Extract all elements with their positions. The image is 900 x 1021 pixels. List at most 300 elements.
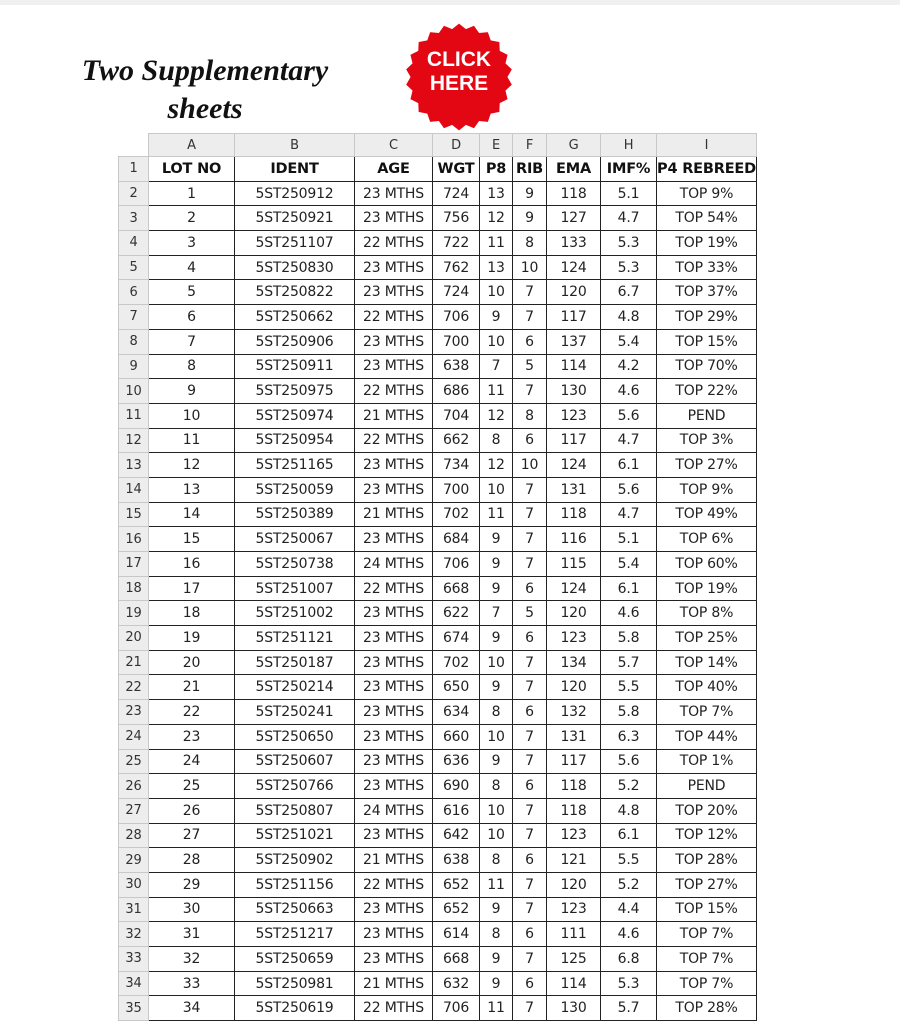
cell-ident[interactable]: 5ST250659 <box>235 947 355 972</box>
cell-p4-rebreed[interactable]: TOP 40% <box>657 675 757 700</box>
cell-ema[interactable]: 124 <box>547 576 601 601</box>
cell-age[interactable]: 22 MTHS <box>355 996 433 1021</box>
cell-age[interactable]: 23 MTHS <box>355 700 433 725</box>
cell-lot-no[interactable]: 34 <box>149 996 235 1021</box>
cell-p8[interactable]: 9 <box>480 675 513 700</box>
cell-lot-no[interactable]: 30 <box>149 897 235 922</box>
cell-p8[interactable]: 12 <box>480 453 513 478</box>
cell-rib[interactable]: 7 <box>513 527 547 552</box>
cell-rib[interactable]: 6 <box>513 329 547 354</box>
cell-p4-rebreed[interactable]: TOP 19% <box>657 231 757 256</box>
cell-age[interactable]: 23 MTHS <box>355 453 433 478</box>
cell-rib[interactable]: 7 <box>513 823 547 848</box>
row-number[interactable]: 21 <box>119 650 149 675</box>
cell-lot-no[interactable]: 27 <box>149 823 235 848</box>
row-number[interactable]: 28 <box>119 823 149 848</box>
cell-ema[interactable]: 125 <box>547 947 601 972</box>
cell-ema[interactable]: 131 <box>547 724 601 749</box>
cell-ident[interactable]: 5ST250607 <box>235 749 355 774</box>
cell-ident[interactable]: 5ST250981 <box>235 971 355 996</box>
cell-wgt[interactable]: 734 <box>433 453 480 478</box>
column-letter-d[interactable]: D <box>433 134 480 157</box>
cell-wgt[interactable]: 704 <box>433 403 480 428</box>
cell-p8[interactable]: 9 <box>480 305 513 330</box>
cell-rib[interactable]: 5 <box>513 601 547 626</box>
column-letter-e[interactable]: E <box>480 134 513 157</box>
cell-p4-rebreed[interactable]: TOP 19% <box>657 576 757 601</box>
cell-ident[interactable]: 5ST250921 <box>235 206 355 231</box>
cell-ident[interactable]: 5ST250650 <box>235 724 355 749</box>
cell-age[interactable]: 23 MTHS <box>355 947 433 972</box>
cell-ema[interactable]: 123 <box>547 626 601 651</box>
cell-imf[interactable]: 4.2 <box>601 354 657 379</box>
cell-age[interactable]: 21 MTHS <box>355 971 433 996</box>
cell-imf[interactable]: 5.1 <box>601 181 657 206</box>
cell-lot-no[interactable]: 14 <box>149 502 235 527</box>
cell-rib[interactable]: 7 <box>513 379 547 404</box>
cell-p8[interactable]: 13 <box>480 255 513 280</box>
cell-wgt[interactable]: 686 <box>433 379 480 404</box>
row-number[interactable]: 26 <box>119 774 149 799</box>
cell-lot-no[interactable]: 19 <box>149 626 235 651</box>
row-number[interactable]: 10 <box>119 379 149 404</box>
cell-wgt[interactable]: 638 <box>433 848 480 873</box>
header-cell-wgt[interactable]: WGT <box>433 157 480 182</box>
cell-ident[interactable]: 5ST250975 <box>235 379 355 404</box>
cell-ema[interactable]: 131 <box>547 477 601 502</box>
cell-ema[interactable]: 123 <box>547 897 601 922</box>
row-number[interactable]: 34 <box>119 971 149 996</box>
cell-lot-no[interactable]: 32 <box>149 947 235 972</box>
cell-p4-rebreed[interactable]: TOP 6% <box>657 527 757 552</box>
cell-ema[interactable]: 116 <box>547 527 601 552</box>
cell-wgt[interactable]: 634 <box>433 700 480 725</box>
cell-p4-rebreed[interactable]: TOP 8% <box>657 601 757 626</box>
cell-imf[interactable]: 5.6 <box>601 477 657 502</box>
cell-p4-rebreed[interactable]: TOP 29% <box>657 305 757 330</box>
cell-imf[interactable]: 5.5 <box>601 848 657 873</box>
row-number[interactable]: 17 <box>119 552 149 577</box>
cell-imf[interactable]: 4.6 <box>601 922 657 947</box>
cell-ident[interactable]: 5ST251165 <box>235 453 355 478</box>
cell-ema[interactable]: 118 <box>547 181 601 206</box>
row-number[interactable]: 24 <box>119 724 149 749</box>
cell-age[interactable]: 23 MTHS <box>355 477 433 502</box>
corner-cell[interactable] <box>119 134 149 157</box>
cell-p4-rebreed[interactable]: TOP 27% <box>657 453 757 478</box>
cell-wgt[interactable]: 638 <box>433 354 480 379</box>
cell-imf[interactable]: 5.4 <box>601 552 657 577</box>
cell-lot-no[interactable]: 21 <box>149 675 235 700</box>
cell-p8[interactable]: 8 <box>480 848 513 873</box>
cell-p8[interactable]: 9 <box>480 626 513 651</box>
cell-ident[interactable]: 5ST250059 <box>235 477 355 502</box>
cell-p4-rebreed[interactable]: TOP 7% <box>657 922 757 947</box>
cell-p4-rebreed[interactable]: TOP 9% <box>657 181 757 206</box>
row-number[interactable]: 15 <box>119 502 149 527</box>
cell-imf[interactable]: 6.1 <box>601 453 657 478</box>
cell-rib[interactable]: 7 <box>513 650 547 675</box>
cell-rib[interactable]: 7 <box>513 872 547 897</box>
cell-ema[interactable]: 117 <box>547 428 601 453</box>
cell-wgt[interactable]: 616 <box>433 798 480 823</box>
cell-age[interactable]: 22 MTHS <box>355 231 433 256</box>
cell-ident[interactable]: 5ST250830 <box>235 255 355 280</box>
row-number[interactable]: 11 <box>119 403 149 428</box>
cell-p4-rebreed[interactable]: TOP 22% <box>657 379 757 404</box>
row-number[interactable]: 7 <box>119 305 149 330</box>
cell-age[interactable]: 23 MTHS <box>355 749 433 774</box>
cell-ema[interactable]: 117 <box>547 749 601 774</box>
cell-imf[interactable]: 4.8 <box>601 798 657 823</box>
cell-imf[interactable]: 5.5 <box>601 675 657 700</box>
cell-wgt[interactable]: 642 <box>433 823 480 848</box>
cell-p4-rebreed[interactable]: TOP 25% <box>657 626 757 651</box>
cell-age[interactable]: 23 MTHS <box>355 206 433 231</box>
cell-ema[interactable]: 120 <box>547 872 601 897</box>
cell-lot-no[interactable]: 23 <box>149 724 235 749</box>
cell-age[interactable]: 22 MTHS <box>355 576 433 601</box>
cell-imf[interactable]: 4.7 <box>601 502 657 527</box>
cell-age[interactable]: 23 MTHS <box>355 650 433 675</box>
row-number[interactable]: 1 <box>119 157 149 182</box>
cell-p4-rebreed[interactable]: TOP 15% <box>657 897 757 922</box>
cell-wgt[interactable]: 700 <box>433 477 480 502</box>
cell-age[interactable]: 23 MTHS <box>355 181 433 206</box>
cell-age[interactable]: 23 MTHS <box>355 922 433 947</box>
row-number[interactable]: 30 <box>119 872 149 897</box>
row-number[interactable]: 4 <box>119 231 149 256</box>
cell-p8[interactable]: 11 <box>480 996 513 1021</box>
cell-p8[interactable]: 8 <box>480 922 513 947</box>
cell-rib[interactable]: 7 <box>513 675 547 700</box>
cell-imf[interactable]: 4.7 <box>601 428 657 453</box>
cell-age[interactable]: 23 MTHS <box>355 774 433 799</box>
cell-rib[interactable]: 6 <box>513 922 547 947</box>
cell-ident[interactable]: 5ST251002 <box>235 601 355 626</box>
row-number[interactable]: 9 <box>119 354 149 379</box>
cell-rib[interactable]: 7 <box>513 798 547 823</box>
cell-lot-no[interactable]: 25 <box>149 774 235 799</box>
cell-rib[interactable]: 9 <box>513 206 547 231</box>
cell-wgt[interactable]: 674 <box>433 626 480 651</box>
cell-p8[interactable]: 10 <box>480 798 513 823</box>
cell-p4-rebreed[interactable]: TOP 27% <box>657 872 757 897</box>
cell-ema[interactable]: 114 <box>547 354 601 379</box>
cell-ema[interactable]: 121 <box>547 848 601 873</box>
row-number[interactable]: 18 <box>119 576 149 601</box>
cell-ema[interactable]: 130 <box>547 379 601 404</box>
cell-rib[interactable]: 7 <box>513 897 547 922</box>
row-number[interactable]: 5 <box>119 255 149 280</box>
header-cell-lot-no[interactable]: LOT NO <box>149 157 235 182</box>
cell-ident[interactable]: 5ST250067 <box>235 527 355 552</box>
cell-wgt[interactable]: 622 <box>433 601 480 626</box>
cell-p4-rebreed[interactable]: TOP 14% <box>657 650 757 675</box>
cell-ident[interactable]: 5ST250662 <box>235 305 355 330</box>
cell-ema[interactable]: 127 <box>547 206 601 231</box>
cell-rib[interactable]: 5 <box>513 354 547 379</box>
cell-wgt[interactable]: 702 <box>433 650 480 675</box>
cell-ident[interactable]: 5ST250911 <box>235 354 355 379</box>
cell-p4-rebreed[interactable]: TOP 20% <box>657 798 757 823</box>
cell-imf[interactable]: 6.3 <box>601 724 657 749</box>
click-here-button[interactable] <box>404 22 514 132</box>
cell-age[interactable]: 23 MTHS <box>355 329 433 354</box>
cell-p4-rebreed[interactable]: TOP 49% <box>657 502 757 527</box>
cell-age[interactable]: 24 MTHS <box>355 552 433 577</box>
cell-wgt[interactable]: 652 <box>433 897 480 922</box>
cell-ema[interactable]: 137 <box>547 329 601 354</box>
cell-ident[interactable]: 5ST251217 <box>235 922 355 947</box>
cell-imf[interactable]: 5.2 <box>601 872 657 897</box>
cell-p4-rebreed[interactable]: TOP 12% <box>657 823 757 848</box>
header-cell-ema[interactable]: EMA <box>547 157 601 182</box>
cell-lot-no[interactable]: 15 <box>149 527 235 552</box>
cell-wgt[interactable]: 706 <box>433 552 480 577</box>
cell-p8[interactable]: 12 <box>480 206 513 231</box>
cell-lot-no[interactable]: 9 <box>149 379 235 404</box>
cell-imf[interactable]: 6.8 <box>601 947 657 972</box>
column-letter-b[interactable]: B <box>235 134 355 157</box>
cell-p8[interactable]: 8 <box>480 774 513 799</box>
cell-imf[interactable]: 5.7 <box>601 996 657 1021</box>
cell-age[interactable]: 23 MTHS <box>355 823 433 848</box>
cell-imf[interactable]: 6.7 <box>601 280 657 305</box>
cell-wgt[interactable]: 724 <box>433 280 480 305</box>
cell-rib[interactable]: 7 <box>513 305 547 330</box>
cell-ema[interactable]: 130 <box>547 996 601 1021</box>
cell-lot-no[interactable]: 11 <box>149 428 235 453</box>
cell-p8[interactable]: 9 <box>480 971 513 996</box>
cell-p8[interactable]: 13 <box>480 181 513 206</box>
cell-age[interactable]: 22 MTHS <box>355 872 433 897</box>
cell-ident[interactable]: 5ST250766 <box>235 774 355 799</box>
row-number[interactable]: 31 <box>119 897 149 922</box>
header-cell-ident[interactable]: IDENT <box>235 157 355 182</box>
cell-wgt[interactable]: 668 <box>433 947 480 972</box>
cell-wgt[interactable]: 636 <box>433 749 480 774</box>
cell-p4-rebreed[interactable]: TOP 60% <box>657 552 757 577</box>
cell-p8[interactable]: 9 <box>480 576 513 601</box>
cell-ident[interactable]: 5ST251121 <box>235 626 355 651</box>
cell-rib[interactable]: 7 <box>513 947 547 972</box>
cell-ema[interactable]: 132 <box>547 700 601 725</box>
cell-wgt[interactable]: 756 <box>433 206 480 231</box>
row-number[interactable]: 12 <box>119 428 149 453</box>
cell-wgt[interactable]: 706 <box>433 305 480 330</box>
cell-age[interactable]: 21 MTHS <box>355 848 433 873</box>
cell-ident[interactable]: 5ST250906 <box>235 329 355 354</box>
cell-ident[interactable]: 5ST250663 <box>235 897 355 922</box>
cell-wgt[interactable]: 700 <box>433 329 480 354</box>
row-number[interactable]: 19 <box>119 601 149 626</box>
cell-p8[interactable]: 10 <box>480 280 513 305</box>
cell-ident[interactable]: 5ST250912 <box>235 181 355 206</box>
cell-ident[interactable]: 5ST250619 <box>235 996 355 1021</box>
header-cell-rib[interactable]: RIB <box>513 157 547 182</box>
cell-wgt[interactable]: 762 <box>433 255 480 280</box>
column-letter-g[interactable]: G <box>547 134 601 157</box>
cell-age[interactable]: 23 MTHS <box>355 897 433 922</box>
cell-imf[interactable]: 5.1 <box>601 527 657 552</box>
cell-ident[interactable]: 5ST251021 <box>235 823 355 848</box>
cell-ema[interactable]: 115 <box>547 552 601 577</box>
cell-rib[interactable]: 10 <box>513 255 547 280</box>
cell-rib[interactable]: 6 <box>513 576 547 601</box>
cell-lot-no[interactable]: 5 <box>149 280 235 305</box>
cell-age[interactable]: 23 MTHS <box>355 724 433 749</box>
cell-rib[interactable]: 7 <box>513 502 547 527</box>
cell-lot-no[interactable]: 12 <box>149 453 235 478</box>
cell-wgt[interactable]: 660 <box>433 724 480 749</box>
row-number[interactable]: 22 <box>119 675 149 700</box>
row-number[interactable]: 14 <box>119 477 149 502</box>
cell-p4-rebreed[interactable]: TOP 7% <box>657 700 757 725</box>
row-number[interactable]: 33 <box>119 947 149 972</box>
cell-rib[interactable]: 6 <box>513 774 547 799</box>
cell-p8[interactable]: 10 <box>480 477 513 502</box>
cell-ema[interactable]: 120 <box>547 601 601 626</box>
cell-p4-rebreed[interactable]: PEND <box>657 774 757 799</box>
cell-age[interactable]: 22 MTHS <box>355 379 433 404</box>
cell-age[interactable]: 23 MTHS <box>355 280 433 305</box>
cell-p8[interactable]: 11 <box>480 231 513 256</box>
row-number[interactable]: 6 <box>119 280 149 305</box>
cell-ema[interactable]: 134 <box>547 650 601 675</box>
cell-lot-no[interactable]: 29 <box>149 872 235 897</box>
cell-lot-no[interactable]: 3 <box>149 231 235 256</box>
cell-lot-no[interactable]: 2 <box>149 206 235 231</box>
cell-lot-no[interactable]: 17 <box>149 576 235 601</box>
cell-ident[interactable]: 5ST250241 <box>235 700 355 725</box>
row-number[interactable]: 3 <box>119 206 149 231</box>
cell-lot-no[interactable]: 31 <box>149 922 235 947</box>
cell-age[interactable]: 21 MTHS <box>355 502 433 527</box>
cell-wgt[interactable]: 724 <box>433 181 480 206</box>
cell-wgt[interactable]: 706 <box>433 996 480 1021</box>
cell-p8[interactable]: 11 <box>480 502 513 527</box>
column-letter-f[interactable]: F <box>513 134 547 157</box>
cell-imf[interactable]: 4.7 <box>601 206 657 231</box>
header-cell-age[interactable]: AGE <box>355 157 433 182</box>
cell-p8[interactable]: 10 <box>480 724 513 749</box>
cell-imf[interactable]: 5.4 <box>601 329 657 354</box>
cell-ema[interactable]: 123 <box>547 823 601 848</box>
cell-wgt[interactable]: 684 <box>433 527 480 552</box>
cell-p8[interactable]: 8 <box>480 428 513 453</box>
cell-ident[interactable]: 5ST250822 <box>235 280 355 305</box>
cell-imf[interactable]: 4.4 <box>601 897 657 922</box>
cell-ident[interactable]: 5ST250738 <box>235 552 355 577</box>
cell-ident[interactable]: 5ST251156 <box>235 872 355 897</box>
header-cell-p4-rebreed[interactable]: P4 REBREED <box>657 157 757 182</box>
cell-p4-rebreed[interactable]: TOP 28% <box>657 848 757 873</box>
cell-ident[interactable]: 5ST251107 <box>235 231 355 256</box>
cell-rib[interactable]: 6 <box>513 428 547 453</box>
cell-imf[interactable]: 5.3 <box>601 231 657 256</box>
cell-p4-rebreed[interactable]: TOP 44% <box>657 724 757 749</box>
cell-p8[interactable]: 10 <box>480 823 513 848</box>
cell-p8[interactable]: 7 <box>480 601 513 626</box>
cell-imf[interactable]: 5.3 <box>601 255 657 280</box>
cell-ema[interactable]: 124 <box>547 453 601 478</box>
cell-rib[interactable]: 9 <box>513 181 547 206</box>
cell-age[interactable]: 23 MTHS <box>355 527 433 552</box>
cell-rib[interactable]: 7 <box>513 724 547 749</box>
cell-p4-rebreed[interactable]: TOP 33% <box>657 255 757 280</box>
cell-rib[interactable]: 8 <box>513 403 547 428</box>
cell-wgt[interactable]: 652 <box>433 872 480 897</box>
column-letter-h[interactable]: H <box>601 134 657 157</box>
row-number[interactable]: 32 <box>119 922 149 947</box>
cell-wgt[interactable]: 722 <box>433 231 480 256</box>
row-number[interactable]: 27 <box>119 798 149 823</box>
row-number[interactable]: 29 <box>119 848 149 873</box>
cell-lot-no[interactable]: 28 <box>149 848 235 873</box>
cell-imf[interactable]: 5.6 <box>601 403 657 428</box>
cell-p4-rebreed[interactable]: PEND <box>657 403 757 428</box>
cell-p4-rebreed[interactable]: TOP 54% <box>657 206 757 231</box>
cell-wgt[interactable]: 690 <box>433 774 480 799</box>
cell-lot-no[interactable]: 22 <box>149 700 235 725</box>
cell-p4-rebreed[interactable]: TOP 3% <box>657 428 757 453</box>
cell-ema[interactable]: 124 <box>547 255 601 280</box>
cell-p4-rebreed[interactable]: TOP 15% <box>657 329 757 354</box>
cell-ident[interactable]: 5ST251007 <box>235 576 355 601</box>
cell-ident[interactable]: 5ST250214 <box>235 675 355 700</box>
cell-imf[interactable]: 5.3 <box>601 971 657 996</box>
cell-lot-no[interactable]: 16 <box>149 552 235 577</box>
cell-lot-no[interactable]: 10 <box>149 403 235 428</box>
cell-rib[interactable]: 6 <box>513 626 547 651</box>
cell-wgt[interactable]: 614 <box>433 922 480 947</box>
cell-ident[interactable]: 5ST250974 <box>235 403 355 428</box>
cell-ema[interactable]: 118 <box>547 502 601 527</box>
cell-age[interactable]: 21 MTHS <box>355 403 433 428</box>
cell-age[interactable]: 22 MTHS <box>355 428 433 453</box>
cell-wgt[interactable]: 632 <box>433 971 480 996</box>
column-letter-i[interactable]: I <box>657 134 757 157</box>
cell-rib[interactable]: 10 <box>513 453 547 478</box>
cell-age[interactable]: 23 MTHS <box>355 354 433 379</box>
cell-p8[interactable]: 9 <box>480 527 513 552</box>
cell-age[interactable]: 24 MTHS <box>355 798 433 823</box>
cell-ema[interactable]: 118 <box>547 774 601 799</box>
row-number[interactable]: 23 <box>119 700 149 725</box>
cell-lot-no[interactable]: 20 <box>149 650 235 675</box>
cell-rib[interactable]: 7 <box>513 552 547 577</box>
cell-lot-no[interactable]: 6 <box>149 305 235 330</box>
cell-ident[interactable]: 5ST250807 <box>235 798 355 823</box>
cell-age[interactable]: 22 MTHS <box>355 305 433 330</box>
cell-imf[interactable]: 6.1 <box>601 823 657 848</box>
cell-imf[interactable]: 5.8 <box>601 700 657 725</box>
row-number[interactable]: 25 <box>119 749 149 774</box>
column-letter-c[interactable]: C <box>355 134 433 157</box>
cell-imf[interactable]: 6.1 <box>601 576 657 601</box>
cell-p8[interactable]: 9 <box>480 947 513 972</box>
cell-p8[interactable]: 10 <box>480 329 513 354</box>
row-number[interactable]: 16 <box>119 527 149 552</box>
cell-ema[interactable]: 118 <box>547 798 601 823</box>
cell-p4-rebreed[interactable]: TOP 28% <box>657 996 757 1021</box>
cell-rib[interactable]: 6 <box>513 848 547 873</box>
cell-lot-no[interactable]: 4 <box>149 255 235 280</box>
cell-ema[interactable]: 117 <box>547 305 601 330</box>
row-number[interactable]: 8 <box>119 329 149 354</box>
cell-imf[interactable]: 5.8 <box>601 626 657 651</box>
